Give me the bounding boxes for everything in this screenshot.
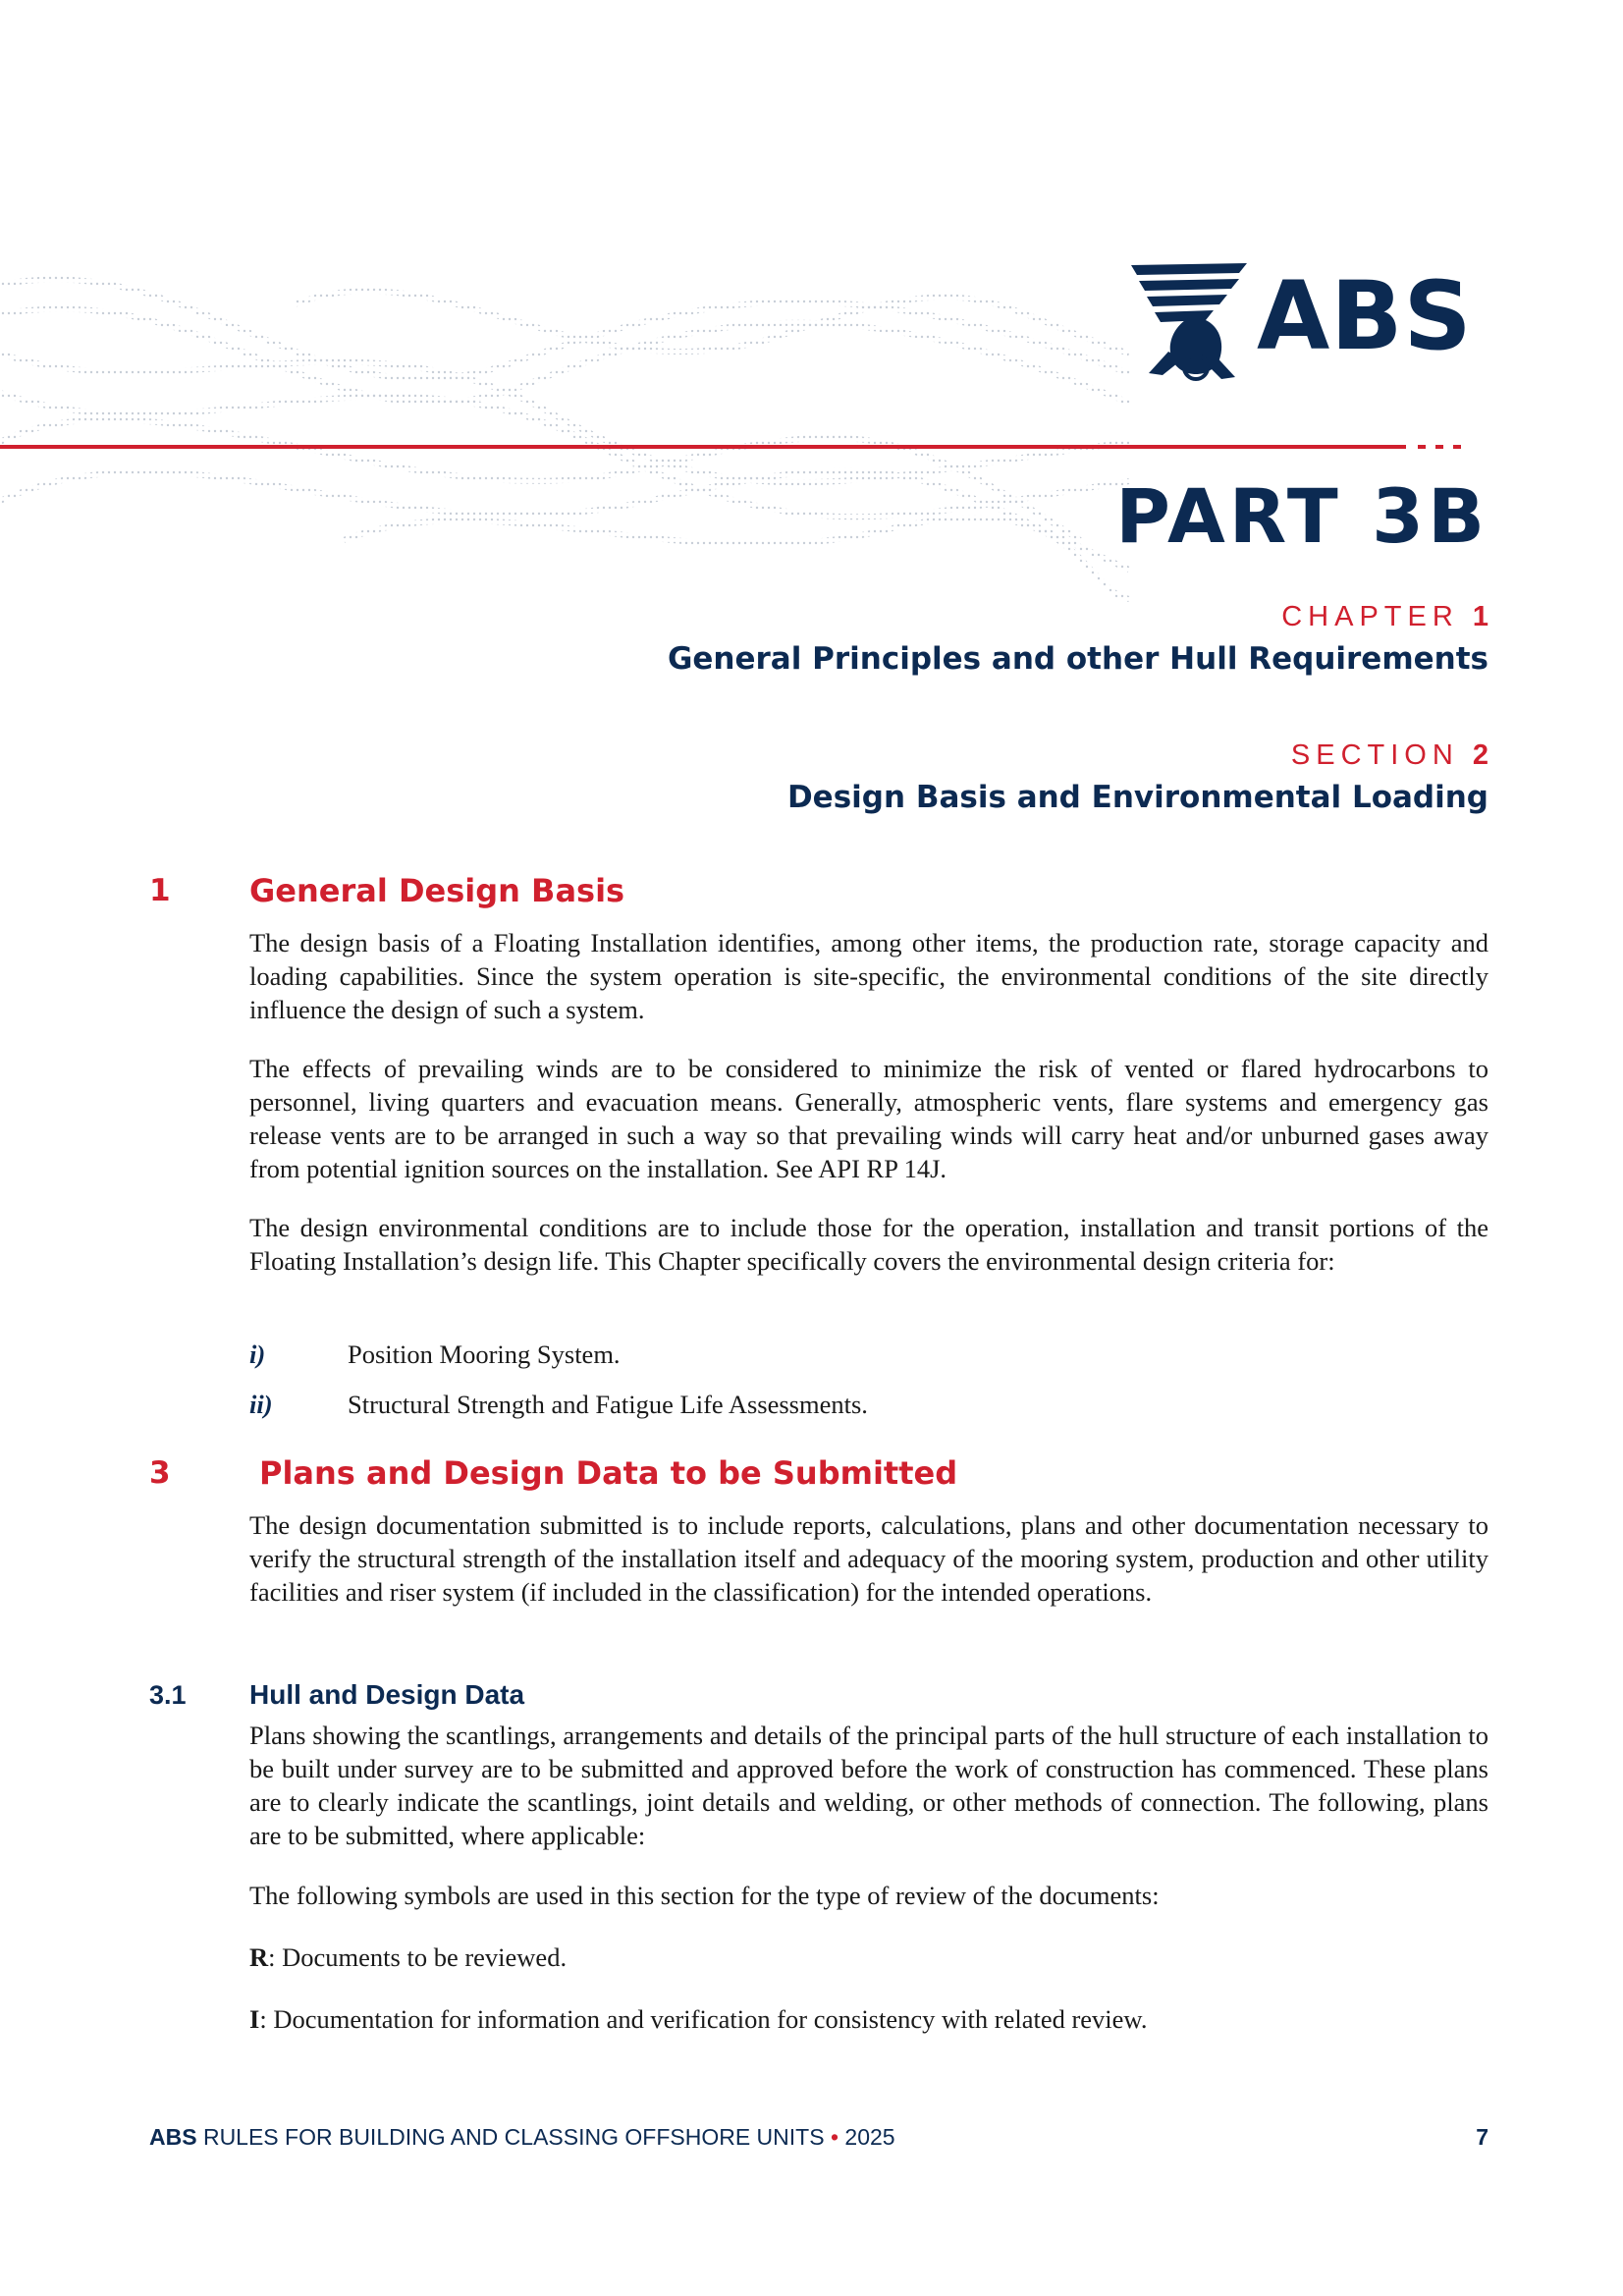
body-paragraph: Plans showing the scantlings, arrangements and details of the principal parts of the hull structure of each installation to be built under survey are to be submitted and approved before the work of construction has commenced. These plans are to clearly indicate the scantlings, joint details and welding, or other methods of connection. The following, plans are to be submitted, where applicable:	[249, 1721, 1488, 1850]
body-paragraph: The design basis of a Floating Installation identifies, among other items, the production rate, storage capacity and loading capabilities. Since the system operation is site-specific, the environmental conditions of the site directly influence the design of such a system.	[249, 928, 1488, 1024]
section-title: Design Basis and Environmental Loading	[786, 780, 1488, 815]
symbol-definition: I: Documentation for information and verification for consistency with related review.	[249, 2004, 1148, 2034]
section-heading: General Design Basis	[249, 872, 625, 909]
section-heading: Plans and Design Data to be Submitted	[259, 1454, 958, 1492]
eagle-emblem-icon	[1129, 257, 1257, 385]
section-number: 3	[149, 1455, 171, 1491]
chapter-title: General Principles and other Hull Requirements	[667, 641, 1488, 677]
list-item-number: i)	[249, 1339, 266, 1369]
footer-title: ABS RULES FOR BUILDING AND CLASSING OFFSHORE UNITS • 2025	[149, 2124, 895, 2150]
header-red-rule	[0, 445, 1406, 449]
section-number: 1	[149, 873, 171, 908]
section-label: SECTION 2	[1290, 739, 1488, 771]
logo-wordmark: ABS	[1257, 261, 1473, 371]
subsection-number: 3.1	[149, 1680, 187, 1710]
part-title: PART 3B	[1115, 472, 1488, 560]
chapter-label: CHAPTER 1	[1281, 601, 1488, 632]
body-paragraph: The following symbols are used in this section for the type of review of the documents:	[249, 1881, 1160, 1910]
list-item-text: Structural Strength and Fatigue Life Assessments.	[348, 1390, 868, 1419]
list-item-text: Position Mooring System.	[348, 1339, 621, 1369]
abs-logo	[1129, 257, 1483, 395]
body-paragraph: The design documentation submitted is to include reports, calculations, plans and other documentation necessary to verify the structural strength of the installation itself and adequacy of the mooring system, production and other utility facilities and riser system (if included in the classification) for the intended operations.	[249, 1510, 1488, 1607]
list-item-number: ii)	[249, 1390, 273, 1419]
subsection-heading: Hull and Design Data	[249, 1679, 525, 1710]
body-paragraph: The design environmental conditions are to include those for the operation, installation and transit portions of the Floating Installation’s design life. This Chapter specifically covers the environmental design criteria for:	[249, 1213, 1488, 1276]
page-number: 7	[1476, 2124, 1488, 2150]
body-paragraph: The effects of prevailing winds are to be considered to minimize the risk of vented or flared hydrocarbons to personnel, living quarters and evacuation means. Generally, atmospheric vents, flare systems and emergency gas release vents are to be arranged in such a way so that prevailing winds will carry heat and/or unburned gases away from potential ignition sources on the installation. See API RP 14J.	[249, 1054, 1488, 1183]
symbol-definition: R: Documents to be reviewed.	[249, 1942, 568, 1972]
